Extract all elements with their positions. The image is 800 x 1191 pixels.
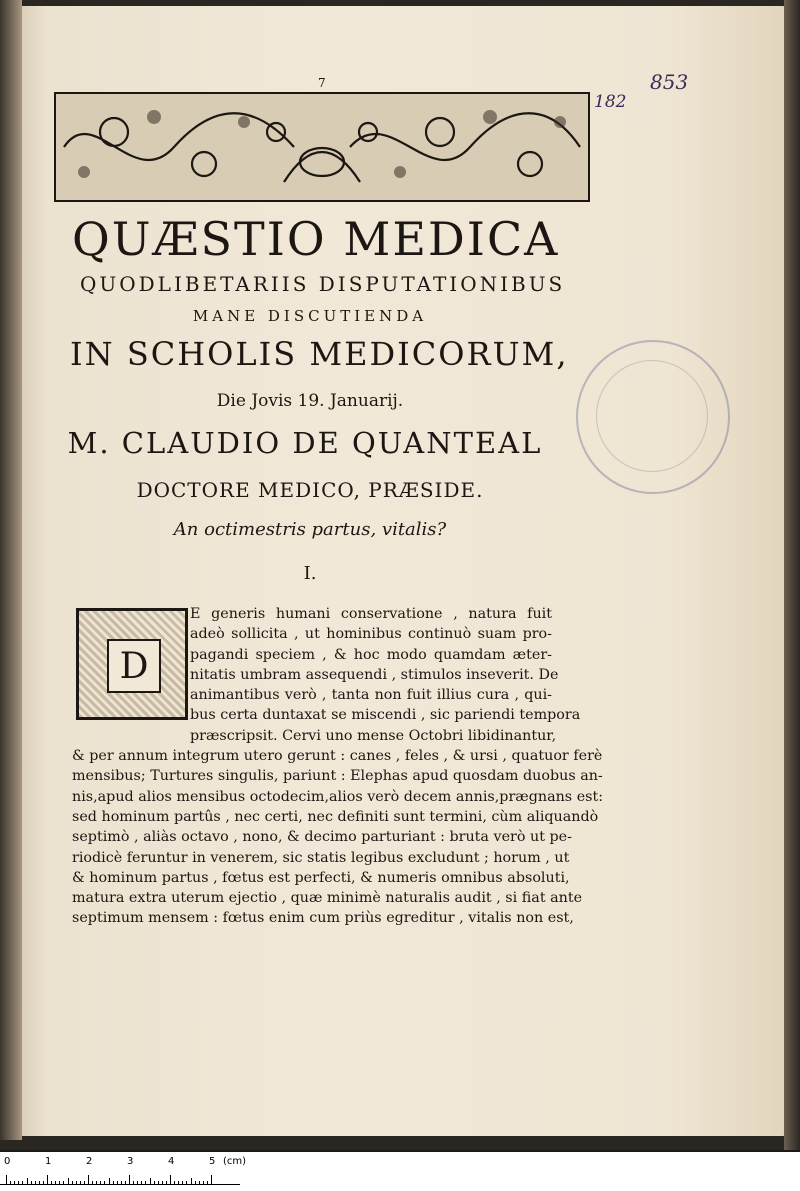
ruler-tick: [182, 1181, 183, 1185]
ruler-tick: [51, 1181, 52, 1185]
ruler-tick: [10, 1181, 11, 1185]
body-line: septimò , aliàs octavo , nono, & decimo parturiant : bruta verò ut pe-: [72, 829, 572, 846]
ruler-label: 0: [4, 1156, 11, 1167]
body-line: nitatis umbram assequendi , stimulos inseverit. De: [190, 666, 559, 683]
ruler-tick: [158, 1181, 159, 1185]
ruler-tick: [186, 1181, 187, 1185]
ruler-tick: [211, 1175, 212, 1185]
ruler-tick: [129, 1175, 130, 1185]
decorated-initial: D: [107, 639, 161, 693]
ruler-label: 4: [168, 1156, 175, 1167]
ruler-tick: [137, 1181, 138, 1185]
ruler-tick: [117, 1181, 118, 1185]
date-line: Die Jovis 19. Januarij.: [216, 391, 404, 411]
ruler-tick: [47, 1175, 48, 1185]
ruler-tick: [100, 1181, 101, 1185]
ruler-tick: [191, 1178, 192, 1185]
handwritten-number-1: 182: [594, 92, 627, 112]
ruler-tick: [84, 1181, 85, 1185]
page-number: 7: [318, 76, 326, 90]
title-line-2: QUODLIBETARIIS DISPUTATIONIBUS: [80, 272, 566, 296]
ruler-tick: [88, 1175, 89, 1185]
ruler-tick: [203, 1181, 204, 1185]
ruler-tick: [154, 1181, 155, 1185]
ruler-label: 3: [127, 1156, 134, 1167]
ruler-tick: [166, 1181, 167, 1185]
ruler-tick: [104, 1181, 105, 1185]
body-line: & per annum integrum utero gerunt : canes , feles , & ursi , quatuor ferè: [72, 748, 603, 765]
ruler-tick: [35, 1181, 36, 1185]
ruler-tick: [6, 1175, 7, 1185]
ruler-tick: [14, 1181, 15, 1185]
body-line: matura extra uterum ejectio , quæ minimè naturalis audit , si fiat ante: [72, 890, 583, 907]
ruler-tick: [18, 1181, 19, 1185]
ruler-tick: [72, 1181, 73, 1185]
ruler-tick: [22, 1181, 23, 1185]
ruler-tick: [92, 1181, 93, 1185]
ruler-label: 2: [86, 1156, 93, 1167]
ruler-tick: [121, 1181, 122, 1185]
title-line-1: QUÆSTIO MEDICA: [72, 212, 560, 266]
ruler-tick: [76, 1181, 77, 1185]
ruler-unit: (cm): [223, 1156, 247, 1167]
library-stamp-inner: [596, 360, 708, 472]
body-line: pagandi speciem , & hoc modo quamdam æter-: [190, 646, 552, 663]
body-line: riodicè feruntur in venerem, sic statis legibus excludunt ; horum , ut: [72, 849, 570, 866]
ruler-tick: [178, 1181, 179, 1185]
body-line: E generis humani conservatione , natura fuit: [190, 606, 552, 622]
president-name: M. CLAUDIO DE QUANTEAL: [67, 426, 543, 460]
scale-ruler: [0, 1152, 800, 1191]
ornamental-header-band: [54, 92, 590, 202]
ruler-tick: [174, 1181, 175, 1185]
ruler-tick: [55, 1181, 56, 1185]
ruler-tick: [109, 1178, 110, 1185]
president-title: DOCTORE MEDICO, PRÆSIDE.: [136, 478, 484, 502]
title-line-4: IN SCHOLIS MEDICORUM,: [70, 335, 569, 373]
section-number: I.: [303, 563, 317, 584]
ruler-tick: [59, 1181, 60, 1185]
ruler-tick: [125, 1181, 126, 1185]
ruler-tick: [113, 1181, 114, 1185]
ruler-tick: [63, 1181, 64, 1185]
ruler-tick: [145, 1181, 146, 1185]
ruler-tick: [133, 1181, 134, 1185]
left-page-edge: [0, 0, 22, 1140]
title-line-3: MANE DISCUTIENDA: [192, 307, 428, 325]
ruler-label: 5: [209, 1156, 216, 1167]
body-line: bus certa duntaxat se miscendi , sic pariendi tempora: [190, 707, 581, 724]
ruler-tick: [31, 1181, 32, 1185]
body-line: nis,apud alios mensibus octodecim,alios verò decem annis,prægnans est:: [72, 788, 604, 805]
decorated-initial-frame: [76, 608, 188, 720]
body-line: & hominum partus , fœtus est perfecti, & numeris omnibus absoluti,: [72, 869, 570, 886]
body-line: adeò sollicita , ut hominibus continuò suam pro-: [190, 626, 552, 643]
ruler-label: 1: [45, 1156, 52, 1167]
ruler-tick: [80, 1181, 81, 1185]
right-page-edge: [784, 0, 800, 1150]
body-line: animantibus verò , tanta non fuit illius cura , qui-: [190, 687, 552, 704]
ruler-tick: [162, 1181, 163, 1185]
ruler-tick: [27, 1178, 28, 1185]
ruler-tick: [68, 1178, 69, 1185]
body-line: septimum mensem : fœtus enim cum priùs egreditur , vitalis non est,: [72, 910, 574, 927]
handwritten-number-2: 853: [650, 70, 689, 94]
ruler-tick: [150, 1178, 151, 1185]
ruler-tick: [170, 1175, 171, 1185]
ruler-tick: [96, 1181, 97, 1185]
ruler-tick: [199, 1181, 200, 1185]
body-line: sed hominum partûs , nec certi, nec definiti sunt termini, cùm aliquandò: [72, 808, 599, 825]
question-line: An octimestris partus, vitalis?: [173, 519, 447, 540]
body-line: præscripsit. Cervi uno mense Octobri libidinantur,: [190, 727, 557, 744]
ruler-tick: [195, 1181, 196, 1185]
ruler-tick: [207, 1181, 208, 1185]
body-line: mensibus; Turtures singulis, pariunt : Elephas apud quosdam duobus an-: [72, 768, 603, 785]
ruler-tick: [39, 1181, 40, 1185]
ruler-tick: [141, 1181, 142, 1185]
ruler-tick: [43, 1181, 44, 1185]
